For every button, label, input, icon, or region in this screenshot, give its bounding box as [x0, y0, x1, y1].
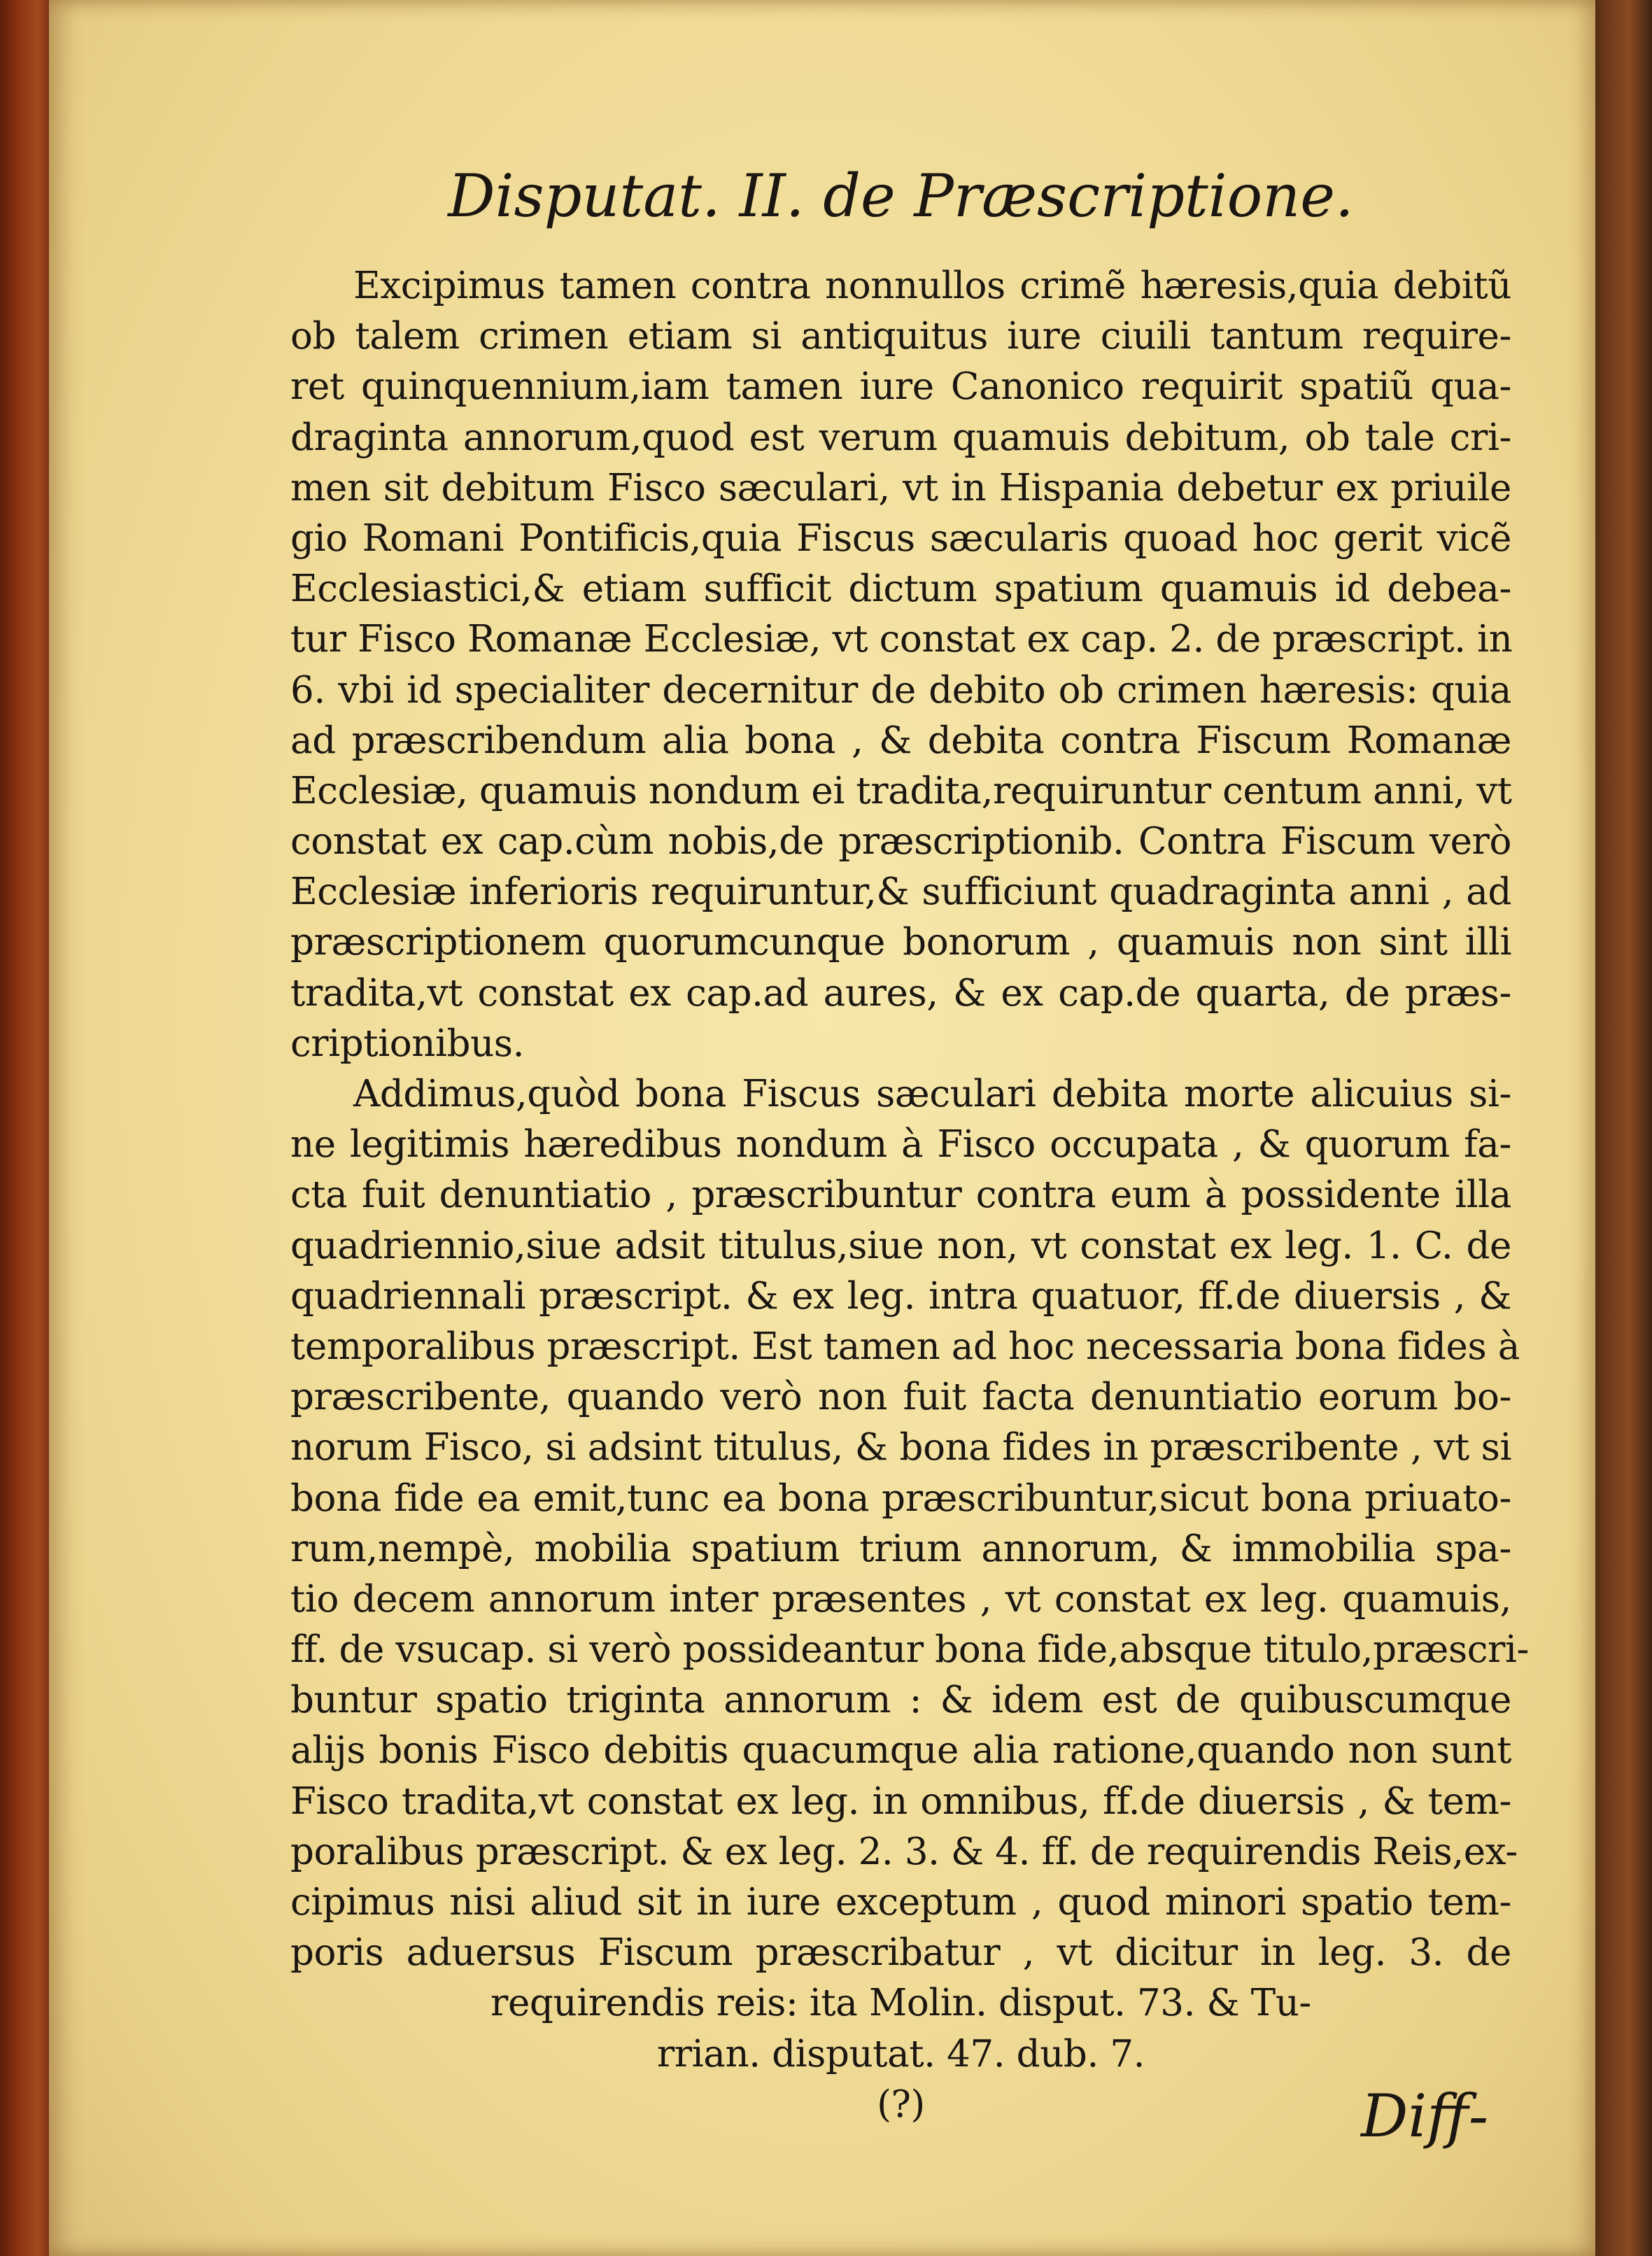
text-line: tradita,vt constat ex cap.ad aures, & ex cap.de quarta, de præs-: [290, 971, 1511, 1015]
text-line: poralibus præscript. & ex leg. 2. 3. & 4. ff. de requirendis Reis,ex-: [290, 1830, 1518, 1873]
text-line: rum,nempè, mobilia spatium trium annorum, & immobilia spa-: [290, 1527, 1511, 1570]
text-line: Excipimus tamen contra nonnullos crimẽ hæresis,quia debitũ: [353, 265, 1511, 307]
text-line: gio Romani Pontificis,quia Fiscus sæcularis quoad hoc gerit vicẽ: [290, 516, 1511, 560]
text-line: constat ex cap.cùm nobis,de præscriptionib. Contra Fiscum verò: [290, 820, 1511, 863]
text-line: draginta annorum,quod est verum quamuis debitum, ob tale cri-: [290, 416, 1511, 459]
text-line: Addimus,quòd bona Fiscus sæculari debita morte alicuius si-: [353, 1073, 1511, 1115]
text-line: men sit debitum Fisco sæculari, vt in Hispania debetur ex priuile: [290, 466, 1511, 509]
paragraph-2: [290, 1069, 1530, 2080]
text-line: norum Fisco, si adsint titulus, & bona fides in præscribente , vt si: [290, 1426, 1511, 1469]
text-line: præscriptionem quorumcunque bonorum , quamuis non sint illi: [290, 921, 1511, 964]
text-line: tur Fisco Romanæ Ecclesiæ, vt constat ex cap. 2. de præscript. in: [290, 618, 1513, 661]
catchword: Diff-: [1361, 2082, 1489, 2150]
text-block: [290, 157, 1530, 2130]
text-line: ob talem crimen etiam si antiquitus iure ciuili tantum require-: [290, 315, 1511, 358]
paragraph-1: [290, 261, 1511, 1069]
text-line: poris aduersus Fiscum præscribatur , vt dicitur in leg. 3. de: [290, 1931, 1511, 1975]
text-line: cta fuit denuntiatio , præscribuntur contra eum à possidente illa: [290, 1173, 1511, 1217]
text-line: buntur spatio triginta annorum : & idem est de quibuscumque: [290, 1679, 1511, 1722]
text-line: ad præscribendum alia bona , & debita contra Fiscum Romanæ: [290, 719, 1511, 762]
text-line: Ecclesiæ, quamuis nondum ei tradita,requiruntur centum anni, vt: [290, 769, 1512, 812]
text-line: alijs bonis Fisco debitis quacumque alia ratione,quando non sunt: [290, 1729, 1511, 1772]
running-header: Disputat. II. de Præscriptione.: [448, 162, 1354, 230]
text-line: cipimus nisi aliud sit in iure exceptum , quod minori spatio tem-: [290, 1881, 1511, 1924]
text-line: criptionibus.: [290, 1022, 525, 1065]
book-page: [49, 0, 1595, 2256]
binding-left-edge: [0, 0, 55, 2256]
text-line: ff. de vsucap. si verò possideantur bona fide,absque titulo,præscri-: [290, 1628, 1530, 1672]
text-line: rrian. disputat. 47. dub. 7.: [656, 2032, 1145, 2075]
text-line: quadriennali præscript. & ex leg. intra quatuor, ff.de diuersis , &: [290, 1274, 1511, 1318]
text-line: ret quinquennium,iam tamen iure Canonico requirit spatiũ qua-: [290, 365, 1511, 409]
text-line: temporalibus præscript. Est tamen ad hoc necessaria bona fides à: [290, 1325, 1520, 1368]
text-line: 6. vbi id specialiter decernitur de debito ob crimen hæresis: quia: [290, 668, 1511, 712]
text-line: Ecclesiæ inferioris requiruntur,& sufficiunt quadraginta anni , ad: [290, 870, 1511, 914]
text-line: Fisco tradita,vt constat ex leg. in omnibus, ff.de diuersis , & tem-: [290, 1779, 1511, 1823]
text-line: requirendis reis: ita Molin. disput. 73. & Tu-: [490, 1982, 1311, 2025]
signature-mark: (?): [877, 2082, 925, 2126]
text-line: tio decem annorum inter præsentes , vt constat ex leg. quamuis,: [290, 1577, 1511, 1621]
text-line: Ecclesiastici,& etiam sufficit dictum spatium quamuis id debea-: [290, 567, 1511, 611]
text-line: præscribente, quando verò non fuit facta denuntiatio eorum bo-: [290, 1376, 1511, 1419]
text-line: quadriennio,siue adsit titulus,siue non, vt constat ex leg. 1. C. de: [290, 1224, 1511, 1267]
text-line: ne legitimis hæredibus nondum à Fisco occupata , & quorum fa-: [290, 1123, 1511, 1166]
text-line: bona fide ea emit,tunc ea bona præscribuntur,sicut bona priuato-: [290, 1476, 1511, 1520]
